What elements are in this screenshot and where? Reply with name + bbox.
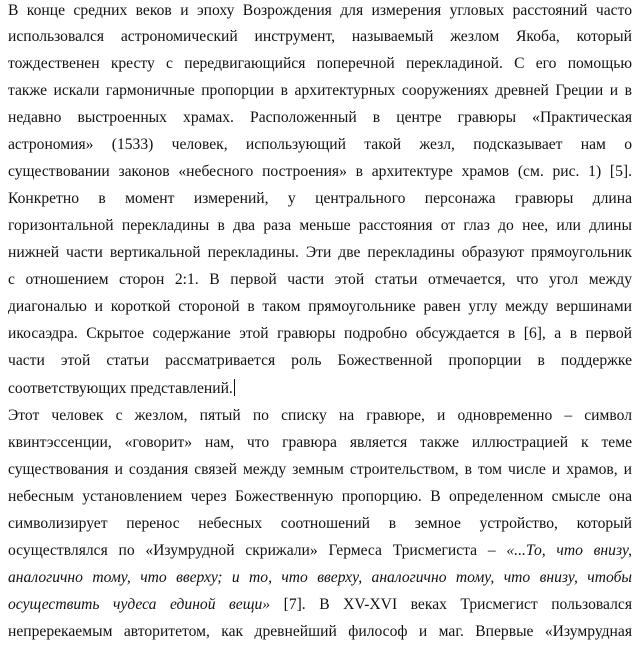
- quote-italic: «...То, что внизу,: [506, 542, 632, 559]
- paragraph-1-line-text: соответствующих представлений.: [8, 380, 233, 397]
- line-text: осуществлялся по «Изумрудной скрижали» Гермеса Трисмегиста –: [8, 542, 496, 559]
- quote-italic: осуществить чудеса единой вещи»: [8, 596, 271, 613]
- paragraph-2-line: небесным установлением через Божественную пропорцию. В определенном смысле она: [8, 488, 632, 505]
- paragraph-1-line: также искали гармоничные пропорции в архитектурных сооружениях древней Греции и в: [8, 82, 632, 99]
- line-text: [7]. В XV-XVI веках Трисмегист пользовался: [283, 596, 632, 613]
- paragraph-2-line: [8, 596, 632, 614]
- paragraph-2-line: [8, 542, 632, 560]
- paragraph-1-line: горизонтальной перекладины в два раза меньше расстояния от глаз до нее, или длины: [8, 217, 632, 234]
- paragraph-1-line: с отношением сторон 2:1. В первой части этой статьи отмечается, что угол между: [8, 271, 632, 288]
- paragraph-2-line: непререкаемым авторитетом, как древнейший философ и маг. Впервые «Изумрудная: [8, 623, 632, 640]
- text-cursor: [234, 379, 235, 396]
- paragraph-2-line: символизирует перенос небесных соотношений в земное устройство, который: [8, 515, 632, 532]
- paragraph-1-line: существовании законов «небесного построения» в архитектуре храмов (см. рис. 1) [5].: [8, 163, 632, 180]
- paragraph-1-last-line: [8, 379, 632, 398]
- quote-italic-line: аналогично тому, что вверху; и то, что вверху, аналогично тому, что внизу, чтобы: [8, 569, 632, 586]
- paragraph-1-line: части этой статьи рассматривается роль Божественной пропорции в поддержке: [8, 352, 632, 369]
- paragraph-2-line: существования и создания связей между земным строительством, в том числе и храмов, и: [8, 461, 632, 478]
- paragraph-1-line: недавно выстроенных храмах. Расположенный в центре гравюры «Практическая: [8, 109, 632, 126]
- paragraph-1-line: диагональю и короткой стороной в таком прямоугольнике равен углу между вершинами: [8, 298, 632, 315]
- paragraph-1-line: астрономия» (1533) человек, использующий такой жезл, подсказывает нам о: [8, 136, 632, 153]
- paragraph-1-line: использовался астрономический инструмент, называемый жезлом Якоба, который: [8, 28, 632, 45]
- paragraph-1-line: В конце средних веков и эпоху Возрождения для измерения угловых расстояний часто: [8, 2, 632, 19]
- paragraph-1-line: тождественен кресту с передвигающийся поперечной перекладиной. С его помощью: [8, 55, 632, 72]
- paragraph-1-line: нижней части вертикальной перекладины. Эти две перекладины образуют прямоугольник: [8, 244, 632, 261]
- paragraph-2-line: Этот человек с жезлом, пятый по списку на гравюре, и одновременно – символ: [8, 407, 632, 424]
- paragraph-2-line: квинтэссенции, «говорит» нам, что гравюра является также иллюстрацией к теме: [8, 434, 632, 451]
- paragraph-1-line: Конкретно в момент измерений, у центрального персонажа гравюры длина: [8, 190, 632, 207]
- paragraph-1-line: икосаэдра. Скрытое содержание этой гравюры подробно обсуждается в [6], а в первой: [8, 325, 632, 342]
